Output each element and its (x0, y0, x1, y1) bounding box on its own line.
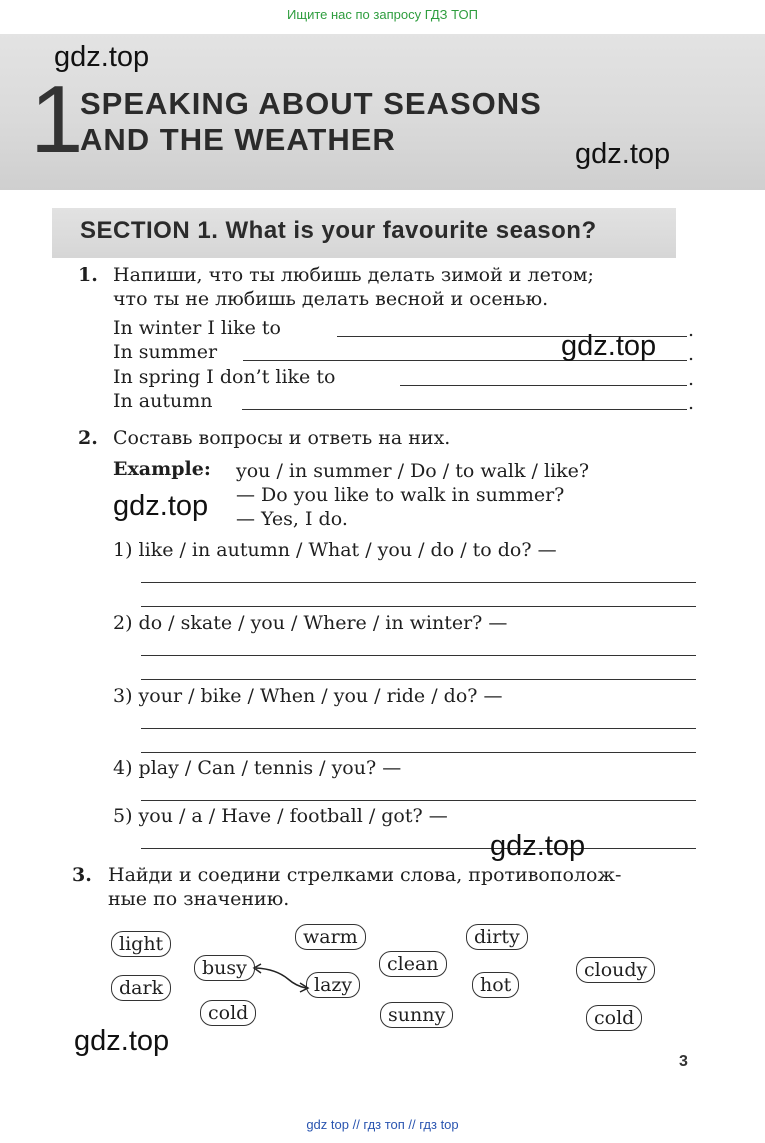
period: . (688, 343, 695, 365)
example-question: — Do you like to walk in summer? (236, 484, 565, 506)
ex2-item: 5) you / a / Have / football / got? — (113, 805, 448, 827)
ex2-item: 1) like / in autumn / What / you / do / to do? — (113, 539, 557, 561)
exercise-3-instruction-line2: ные по значению. (108, 888, 290, 910)
word-cold[interactable]: cold (200, 1000, 256, 1026)
ex2-item: 4) play / Can / tennis / you? — (113, 757, 402, 779)
top-search-link[interactable]: Ищите нас по запросу ГДЗ ТОП (287, 7, 478, 22)
example-answer: — Yes, I do. (236, 508, 348, 530)
page-number: 3 (679, 1053, 688, 1070)
watermark: gdz.top (490, 830, 586, 862)
answer-line[interactable] (141, 728, 696, 729)
chapter-title (80, 86, 542, 158)
exercise-1-instruction-line2: что ты не любишь делать весной и осенью. (113, 288, 549, 310)
answer-line[interactable] (141, 655, 696, 656)
word-clean[interactable]: clean (379, 951, 447, 977)
word-hot[interactable]: hot (472, 972, 519, 998)
example-label: Example: (113, 458, 211, 480)
exercise-1-number: 1. (78, 264, 98, 286)
answer-line[interactable] (141, 606, 696, 607)
answer-line[interactable] (141, 582, 696, 583)
word-light[interactable]: light (111, 931, 171, 957)
exercise-2-instruction: Составь вопросы и ответь на них. (113, 427, 451, 449)
exercise-3-instruction-line1: Найди и соедини стрелками слова, противополож- (108, 864, 622, 886)
answer-line[interactable] (141, 800, 696, 801)
ex1-line-prefix: In spring I don’t like to (113, 366, 336, 388)
answer-line[interactable] (141, 679, 696, 680)
connecting-arrow (248, 955, 318, 1000)
period: . (688, 392, 695, 414)
word-sunny[interactable]: sunny (380, 1002, 453, 1028)
bottom-links[interactable]: gdz top // гдз топ // гдз top (306, 1117, 459, 1132)
chapter-title-line2: AND THE WEATHER (80, 122, 396, 157)
chapter-number: 1 (30, 66, 84, 173)
watermark: gdz.top (54, 41, 150, 73)
word-busy[interactable]: busy (194, 955, 255, 981)
word-dirty[interactable]: dirty (466, 924, 528, 950)
ex1-line-prefix: In winter I like to (113, 317, 281, 339)
exercise-2-number: 2. (78, 427, 98, 449)
watermark: gdz.top (113, 490, 209, 522)
answer-line[interactable] (141, 848, 696, 849)
section-title: SECTION 1. What is your favourite season? (80, 217, 597, 244)
ex1-line-prefix: In summer (113, 341, 218, 363)
period: . (688, 319, 695, 341)
ex2-item: 2) do / skate / you / Where / in winter? — (113, 612, 508, 634)
example-prompt: you / in summer / Do / to walk / like? (236, 460, 590, 482)
exercise-3-number: 3. (72, 864, 92, 886)
chapter-title-line1: SPEAKING ABOUT SEASONS (80, 86, 542, 121)
ex2-item: 3) your / bike / When / you / ride / do? — (113, 685, 503, 707)
word-dark[interactable]: dark (111, 975, 171, 1001)
word-lazy[interactable]: lazy (306, 972, 360, 998)
ex1-line-prefix: In autumn (113, 390, 213, 412)
answer-line[interactable] (141, 752, 696, 753)
exercise-1-instruction-line1: Напиши, что ты любишь делать зимой и летом; (113, 264, 594, 286)
watermark: gdz.top (74, 1025, 170, 1057)
watermark: gdz.top (575, 138, 671, 170)
word-cold[interactable]: cold (586, 1005, 642, 1031)
watermark: gdz.top (561, 330, 657, 362)
period: . (688, 368, 695, 390)
word-warm[interactable]: warm (295, 924, 366, 950)
word-cloudy[interactable]: cloudy (576, 957, 655, 983)
answer-line[interactable] (242, 409, 687, 410)
answer-line[interactable] (400, 385, 687, 386)
